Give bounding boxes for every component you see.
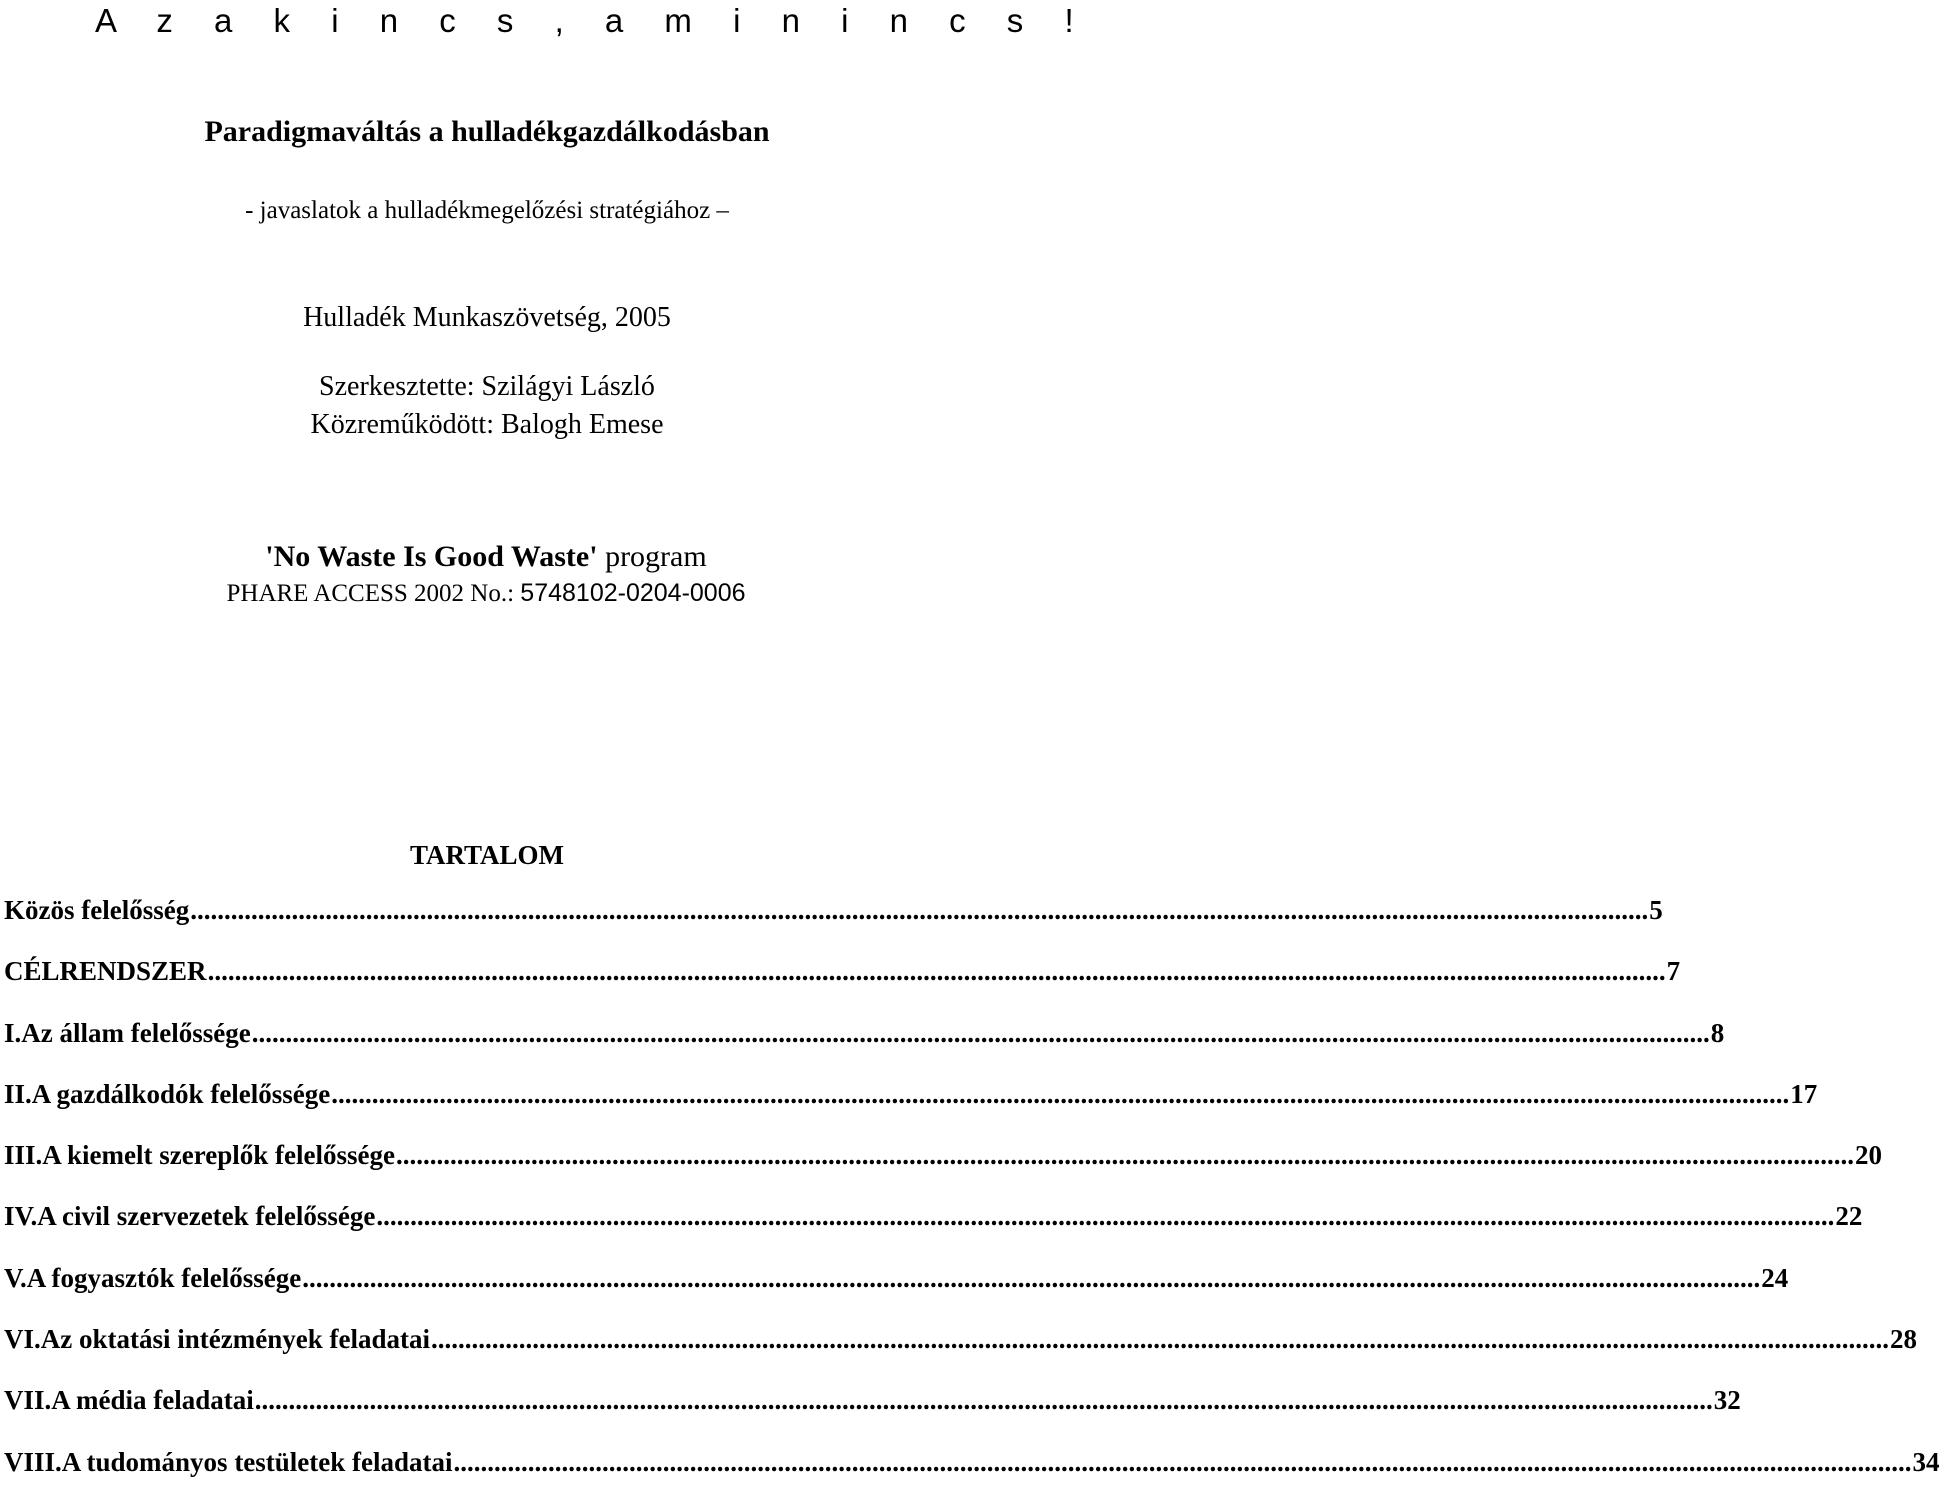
- toc-entry-label: I.Az állam felelőssége: [4, 1017, 251, 1048]
- organization-line: Hulladék Munkaszövetség, 2005: [303, 302, 671, 333]
- toc-leader-dots: [190, 895, 1648, 926]
- program-suffix: program: [597, 540, 707, 573]
- document-title: Paradigmaváltás a hulladékgazdálkodásban: [204, 115, 770, 148]
- toc-entry-page: 7: [1666, 956, 1681, 987]
- table-of-contents: [4, 895, 1940, 1508]
- toc-entry[interactable]: [4, 895, 1663, 956]
- toc-entry-label: CÉLRENDSZER: [4, 956, 207, 987]
- toc-leader-dots: [252, 1018, 1710, 1049]
- toc-entry[interactable]: [4, 1140, 1882, 1201]
- toc-entry-page: 24: [1761, 1262, 1789, 1293]
- toc-leader-dots: [396, 1140, 1854, 1171]
- toc-leader-dots: [454, 1447, 1912, 1478]
- toc-leader-dots: [208, 956, 1666, 987]
- toc-entry-page: 22: [1835, 1201, 1863, 1232]
- toc-entry[interactable]: [4, 956, 1681, 1017]
- toc-entry[interactable]: [4, 1446, 1940, 1508]
- toc-entry[interactable]: [4, 1262, 1789, 1324]
- toc-entry-label: III.A kiemelt szereplők felelőssége: [4, 1140, 395, 1171]
- toc-entry[interactable]: [4, 1201, 1863, 1262]
- toc-leader-dots: [255, 1385, 1713, 1416]
- toc-entry[interactable]: [4, 1324, 1917, 1385]
- toc-leader-dots: [331, 1079, 1789, 1110]
- phare-number: 5748102-0204-0006: [520, 579, 746, 607]
- toc-entry-label: VI.Az oktatási intézmények feladatai: [4, 1324, 430, 1355]
- toc-entry-label: VII.A média feladatai: [4, 1385, 254, 1416]
- toc-entry-label: II.A gazdálkodók felelőssége: [4, 1078, 331, 1109]
- toc-entry[interactable]: [4, 1017, 1725, 1079]
- phare-line: [0, 581, 960, 606]
- phare-prefix: PHARE ACCESS 2002 No.:: [226, 580, 521, 607]
- program-name: 'No Waste Is Good Waste': [265, 540, 598, 573]
- toc-entry-label: VIII.A tudományos testületek feladatai: [4, 1446, 453, 1477]
- toc-entry-page: 32: [1713, 1385, 1741, 1416]
- toc-entry[interactable]: [4, 1385, 1741, 1446]
- toc-leader-dots: [302, 1263, 1760, 1294]
- toc-entry-page: 5: [1649, 895, 1663, 925]
- toc-entry-page: 34: [1912, 1446, 1940, 1477]
- toc-entry-label: V.A fogyasztók felelőssége: [4, 1262, 302, 1293]
- toc-entry-page: 8: [1710, 1017, 1725, 1048]
- toc-entry-page: 20: [1854, 1140, 1882, 1171]
- toc-entry-page: 28: [1889, 1324, 1917, 1355]
- toc-heading: TARTALOM: [409, 840, 565, 870]
- toc-leader-dots: [431, 1324, 1889, 1355]
- toc-entry[interactable]: [4, 1078, 1818, 1140]
- editor-line: Szerkesztette: Szilágyi László: [319, 371, 655, 402]
- document-subtitle: - javaslatok a hulladékmegelőzési stratégiához –: [245, 197, 729, 224]
- toc-leader-dots: [376, 1201, 1834, 1232]
- toc-entry-label: Közös felelősség: [4, 895, 190, 925]
- banner-motto: A z a k i n c s , a m i n i n c s !: [95, 2, 1083, 39]
- toc-entry-page: 17: [1790, 1078, 1818, 1109]
- toc-entry-label: IV.A civil szervezetek felelőssége: [4, 1201, 376, 1232]
- contributor-line: Közreműködött: Balogh Emese: [310, 409, 664, 440]
- program-line: [0, 542, 960, 572]
